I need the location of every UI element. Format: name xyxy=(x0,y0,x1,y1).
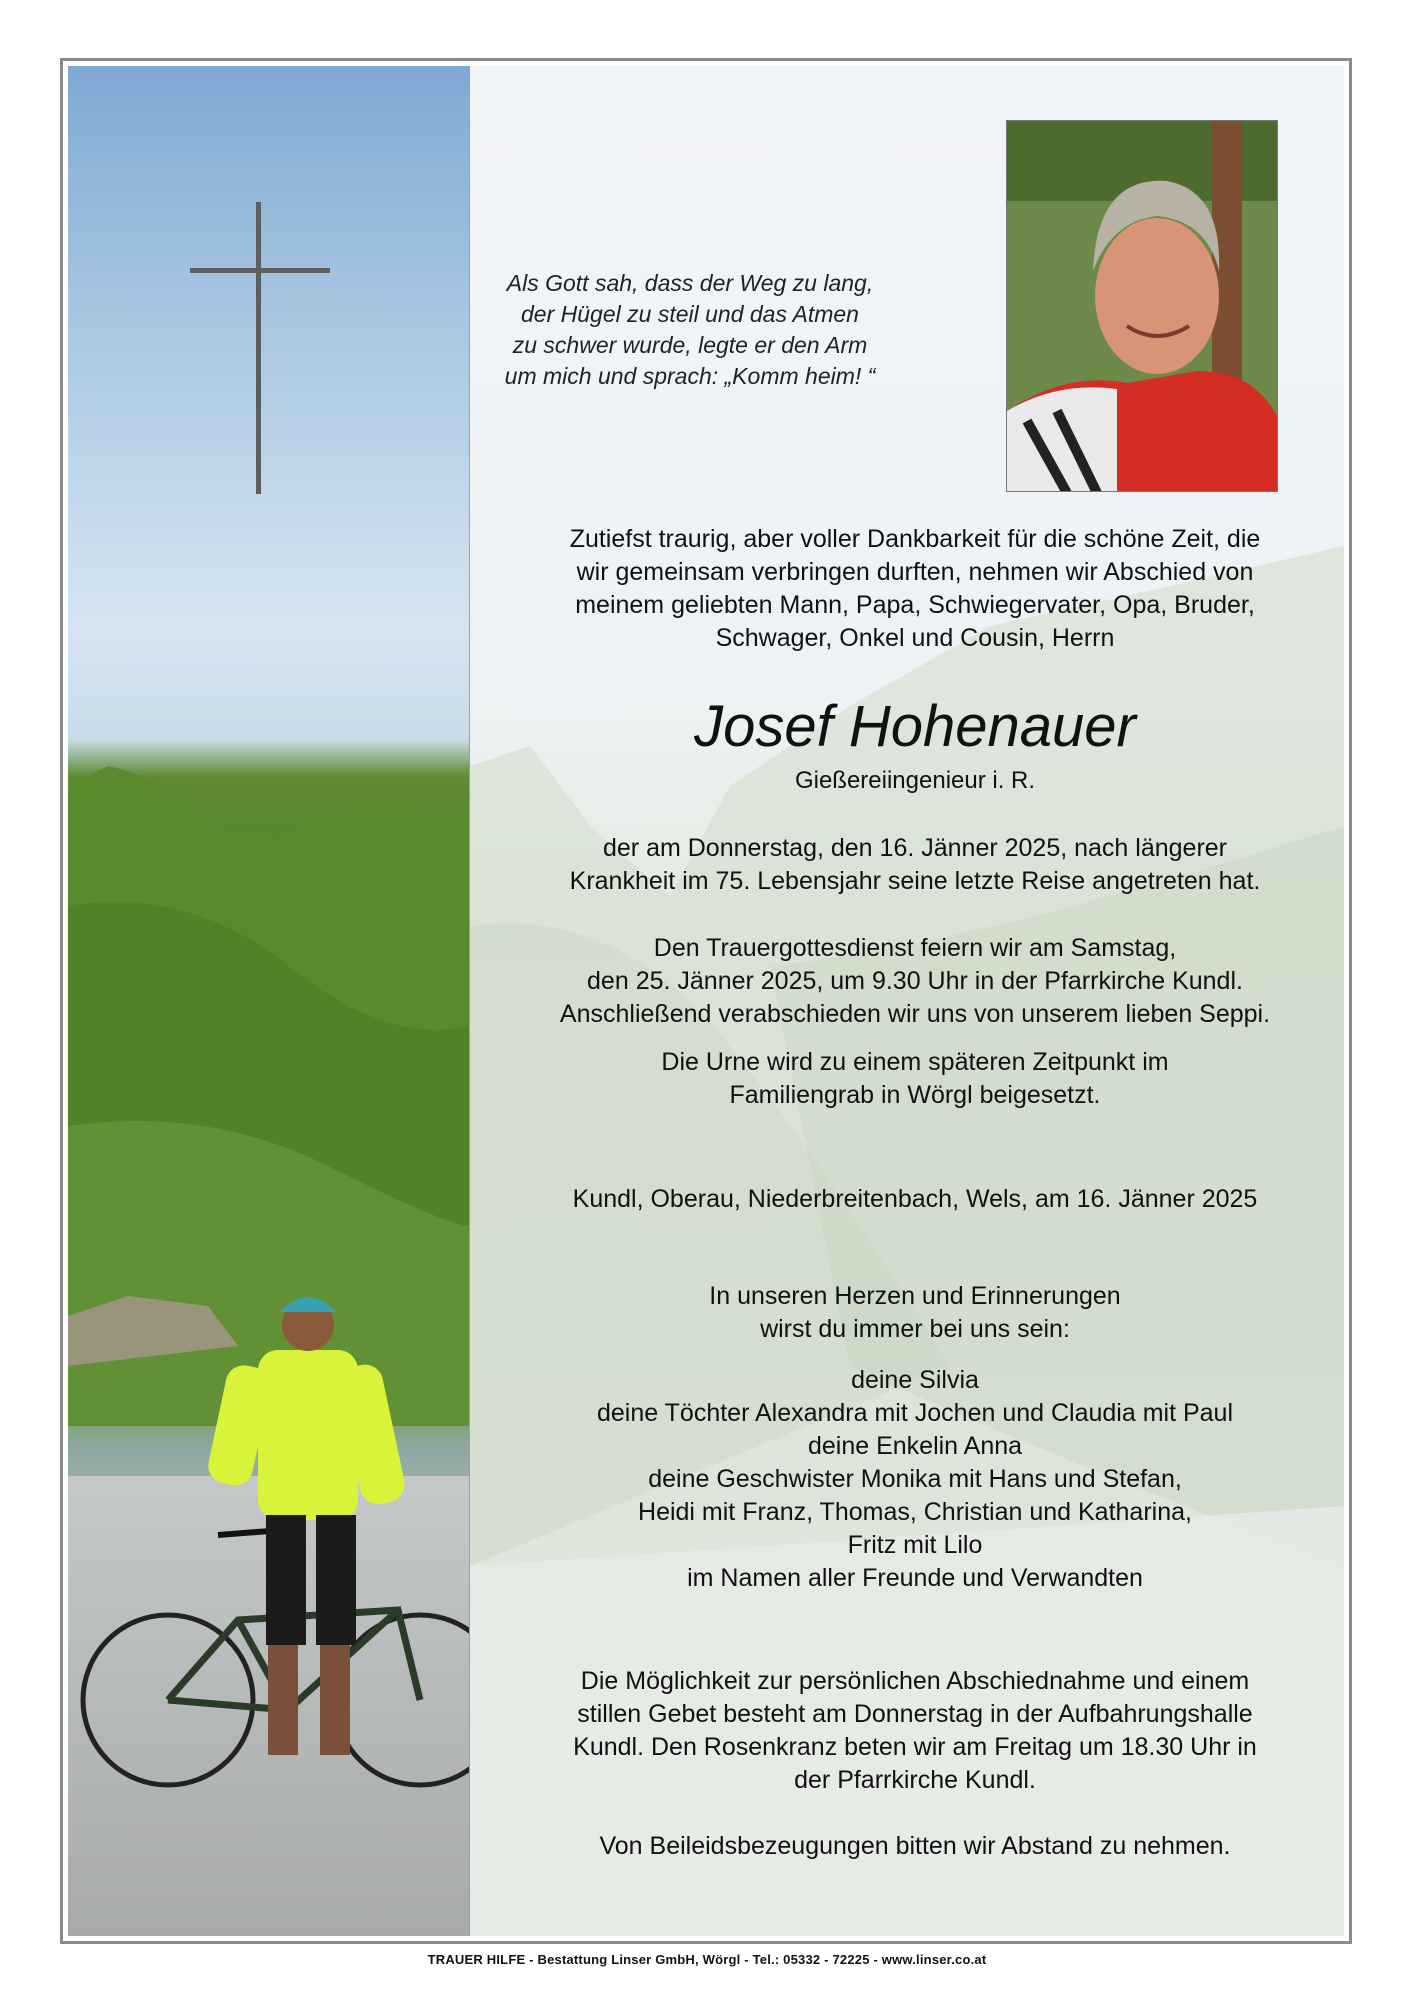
intro-line: Zutiefst traurig, aber voller Dankbarkeit für die schöne Zeit, die xyxy=(569,525,1261,553)
poem-text xyxy=(490,268,890,392)
service-line: den 25. Jänner 2025, um 9.30 Uhr in der Pfarrkirche Kundl. xyxy=(587,967,1243,995)
portrait-photo xyxy=(1006,120,1278,492)
death-notice-line: der am Donnerstag, den 16. Jänner 2025, nach längerer xyxy=(602,834,1228,862)
mourner-line: im Namen aller Freunde und Verwandten xyxy=(687,1564,1143,1592)
urn-line: Die Urne wird zu einem späteren Zeitpunkt im xyxy=(661,1048,1169,1076)
condolence-note: Von Beileidsbezeugungen bitten wir Abstand zu nehmen. xyxy=(599,1832,1231,1860)
deceased-title: Gießereiingenieur i. R. xyxy=(794,767,1036,794)
viewing-line: stillen Gebet besteht am Donnerstag in der Aufbahrungshalle xyxy=(577,1700,1253,1728)
cyclist-photo xyxy=(68,1270,470,1870)
viewing-line: Die Möglichkeit zur persönlichen Abschiednahme und einem xyxy=(580,1667,1250,1695)
intro-line: Schwager, Onkel und Cousin, Herrn xyxy=(715,624,1115,652)
viewing-line: der Pfarrkirche Kundl. xyxy=(794,1766,1036,1794)
service-line: Anschließend verabschieden wir uns von unserem lieben Seppi. xyxy=(559,1000,1271,1028)
mourner-line: deine Geschwister Monika mit Hans und Stefan, xyxy=(648,1465,1182,1493)
poem-line: der Hügel zu steil und das Atmen xyxy=(521,301,859,327)
remembrance-text xyxy=(490,1280,1340,1346)
mourner-line: Heidi mit Franz, Thomas, Christian und Katharina, xyxy=(638,1498,1192,1526)
death-notice-text xyxy=(490,832,1340,898)
viewing-text xyxy=(490,1665,1340,1797)
urn-line: Familiengrab in Wörgl beigesetzt. xyxy=(729,1081,1101,1109)
death-notice-line: Krankheit im 75. Lebensjahr seine letzte Reise angetreten hat. xyxy=(569,867,1261,895)
intro-line: meinem geliebten Mann, Papa, Schwiegervater, Opa, Bruder, xyxy=(575,591,1255,619)
mourner-line: Fritz mit Lilo xyxy=(847,1531,983,1559)
poem-line: um mich und sprach: „Komm heim! “ xyxy=(504,363,876,389)
deceased-name: Josef Hohenauer xyxy=(694,694,1136,759)
viewing-line: Kundl. Den Rosenkranz beten wir am Freitag um 18.30 Uhr in xyxy=(573,1733,1257,1761)
service-line: Den Trauergottesdienst feiern wir am Samstag, xyxy=(653,934,1177,962)
remembrance-line: In unseren Herzen und Erinnerungen xyxy=(709,1282,1121,1310)
intro-line: wir gemeinsam verbringen durften, nehmen wir Abschied von xyxy=(576,558,1254,586)
service-text xyxy=(490,932,1340,1031)
footer-text: TRAUER HILFE - Bestattung Linser GmbH, Wörgl - Tel.: 05332 - 72225 - www.linser.co.at xyxy=(427,1952,987,1967)
intro-text xyxy=(490,523,1340,655)
poem-line: zu schwer wurde, legte er den Arm xyxy=(512,332,868,358)
mourners-list xyxy=(490,1364,1340,1595)
vertical-divider xyxy=(469,66,470,1936)
remembrance-line: wirst du immer bei uns sein: xyxy=(760,1315,1070,1343)
place-date: Kundl, Oberau, Niederbreitenbach, Wels, am 16. Jänner 2025 xyxy=(572,1185,1258,1213)
mourner-line: deine Töchter Alexandra mit Jochen und Claudia mit Paul xyxy=(596,1399,1234,1427)
urn-text xyxy=(490,1046,1340,1112)
poem-line: Als Gott sah, dass der Weg zu lang, xyxy=(506,270,874,296)
mourner-line: deine Silvia xyxy=(851,1366,979,1394)
mourner-line: deine Enkelin Anna xyxy=(807,1432,1023,1460)
